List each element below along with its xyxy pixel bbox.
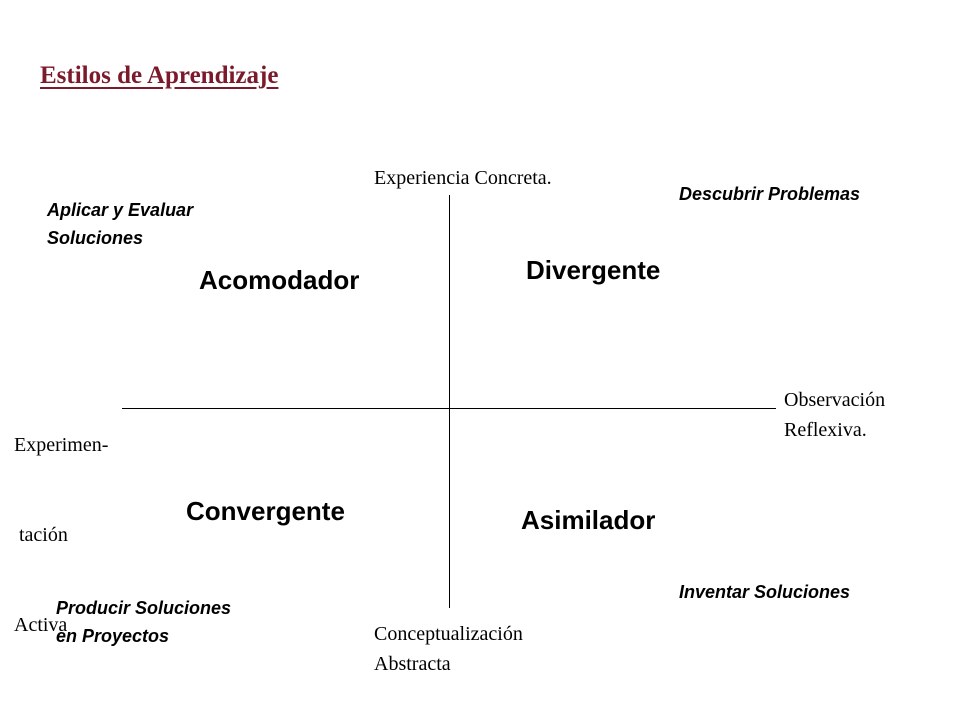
quadrant-asimilador: Asimilador <box>521 505 656 535</box>
activity-top-right: Descubrir Problemas <box>679 184 861 204</box>
quadrant-acomodador: Acomodador <box>199 265 360 295</box>
activity-bottom-right: Inventar Soluciones <box>679 582 851 602</box>
quadrant-convergente: Convergente <box>186 496 345 526</box>
axis-label-right: Observación Reflexiva. <box>784 389 886 441</box>
activity-top-left: Aplicar y Evaluar Soluciones <box>47 200 194 248</box>
activity-bottom-left: Producir Soluciones en Proyectos <box>56 598 232 646</box>
axis-label-bottom: Conceptualización Abstracta <box>374 623 523 675</box>
axis-label-top: Experiencia Concreta. <box>374 167 552 189</box>
axis-label-left: Experimen- tación Activa <box>14 434 109 636</box>
quadrant-divergente: Divergente <box>526 255 661 285</box>
vertical-axis <box>449 195 450 608</box>
page-title: Estilos de Aprendizaje <box>40 62 279 89</box>
